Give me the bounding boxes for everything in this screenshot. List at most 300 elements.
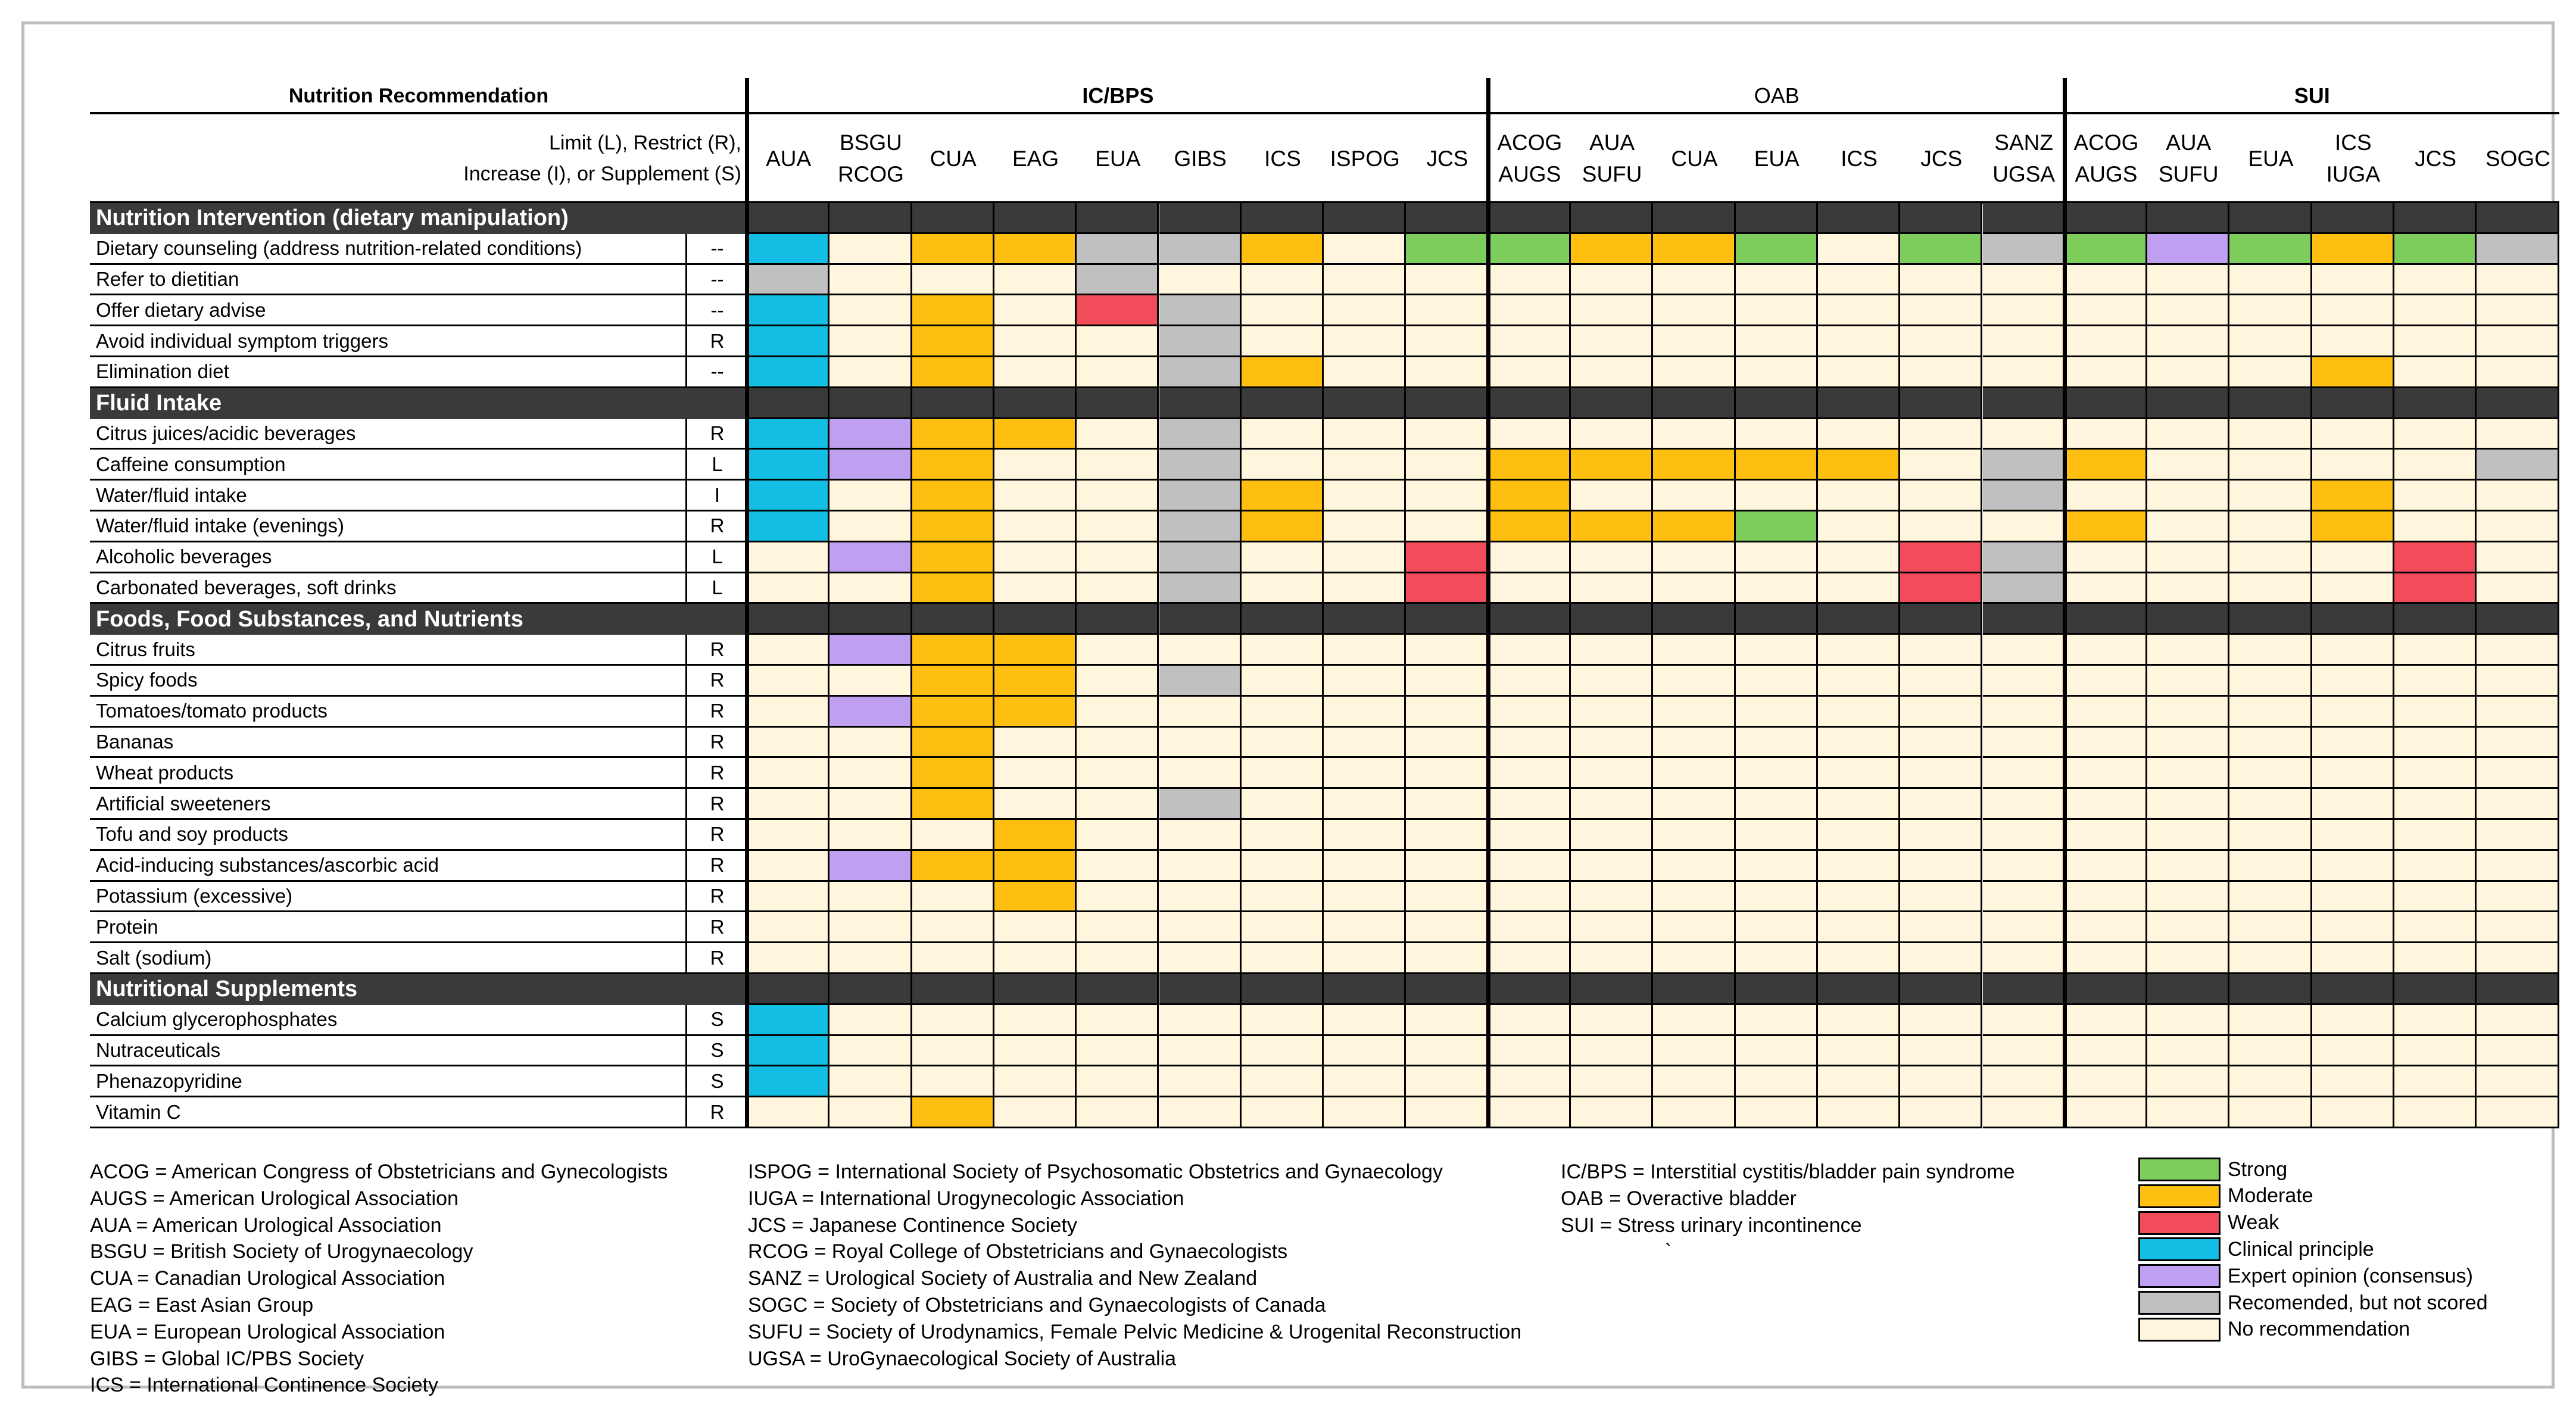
recommendation-cell: [2229, 357, 2312, 388]
section-band-cell: [747, 203, 829, 234]
recommendation-cell: [1406, 1036, 1488, 1067]
nutrition-item-text: Nutraceuticals: [96, 1038, 221, 1061]
recommendation-cell: [1983, 542, 2065, 573]
recommendation-cell: [1242, 943, 1324, 974]
recommendation-cell: [1900, 851, 1982, 882]
recommendation-cell: [1900, 666, 1982, 697]
action-code: [685, 326, 747, 357]
recommendation-cell: [2065, 635, 2147, 666]
recommendation-cell: [1653, 635, 1735, 666]
recommendation-cell: [1983, 912, 2065, 943]
action-code: [685, 1066, 747, 1097]
org-abbrev: SUFU: [1582, 162, 1642, 186]
recommendation-cell: [2312, 635, 2394, 666]
recommendation-cell: [747, 728, 829, 759]
recommendation-cell: [1406, 758, 1488, 789]
recommendation-cell: [2065, 481, 2147, 511]
recommendation-cell: [1736, 635, 1818, 666]
recommendation-cell: [1571, 635, 1653, 666]
recommendation-cell: [2312, 758, 2394, 789]
org-abbrev: JCS: [1426, 146, 1468, 171]
recommendation-cell: [1406, 882, 1488, 913]
recommendation-cell: [747, 542, 829, 573]
recommendation-cell: [2394, 943, 2477, 974]
recommendation-cell: [1818, 851, 1900, 882]
nutrition-item-label: [90, 1005, 685, 1036]
recommendation-cell: [994, 481, 1077, 511]
recommendation-cell: [829, 1097, 912, 1128]
recommendation-cell: [2477, 234, 2559, 265]
section-band-cell: [1818, 604, 1900, 635]
org-abbrev: EUA: [2248, 146, 2294, 171]
section-band-cell: [1900, 604, 1982, 635]
recommendation-cell: [1159, 234, 1242, 265]
section-band-cell: [2229, 203, 2312, 234]
recommendation-cell: [994, 295, 1077, 326]
section-band-cell: [747, 974, 829, 1005]
abbreviation-entry: EAG = East Asian Group: [90, 1294, 314, 1317]
recommendation-cell: [2394, 542, 2477, 573]
organization-column-header: [1077, 114, 1159, 203]
recommendation-cell: [1818, 326, 1900, 357]
recommendation-cell: [1077, 1005, 1159, 1036]
recommendation-cell: [1242, 728, 1324, 759]
recommendation-cell: [994, 450, 1077, 481]
recommendation-cell: [912, 851, 994, 882]
section-band-cell: [1736, 974, 1818, 1005]
section-band-cell: [2229, 388, 2312, 419]
recommendation-cell: [747, 635, 829, 666]
recommendation-cell: [1489, 820, 1571, 851]
recommendation-cell: [994, 851, 1077, 882]
recommendation-cell: [1242, 295, 1324, 326]
recommendation-cell: [1736, 758, 1818, 789]
recommendation-cell: [1406, 1005, 1488, 1036]
recommendation-cell: [1489, 758, 1571, 789]
recommendation-cell: [2477, 295, 2559, 326]
recommendation-cell: [2477, 511, 2559, 542]
recommendation-cell: [1077, 1066, 1159, 1097]
recommendation-cell: [1077, 851, 1159, 882]
recommendation-cell: [1324, 450, 1406, 481]
recommendation-cell: [2394, 511, 2477, 542]
recommendation-cell: [1571, 882, 1653, 913]
recommendation-cell: [2229, 573, 2312, 604]
recommendation-cell: [829, 419, 912, 450]
recommendation-cell: [1571, 357, 1653, 388]
recommendation-cell: [829, 1005, 912, 1036]
recommendation-cell: [1159, 758, 1242, 789]
recommendation-cell: [994, 635, 1077, 666]
recommendation-cell: [2477, 820, 2559, 851]
nutrition-item-text: Water/fluid intake (evenings): [96, 514, 344, 537]
recommendation-cell: [1324, 326, 1406, 357]
nutrition-item-text: Elimination diet: [96, 360, 229, 383]
recommendation-cell: [1653, 820, 1735, 851]
recommendation-cell: [1242, 758, 1324, 789]
subheader-line: Limit (L), Restrict (R),: [549, 132, 741, 154]
recommendation-cell: [2147, 697, 2229, 728]
recommendation-cell: [1818, 295, 1900, 326]
recommendation-cell: [1077, 820, 1159, 851]
recommendation-cell: [1242, 1066, 1324, 1097]
recommendation-cell: [1324, 481, 1406, 511]
recommendation-cell: [829, 542, 912, 573]
nutrition-item-text: Calcium glycerophosphates: [96, 1008, 338, 1031]
recommendation-cell: [2147, 295, 2229, 326]
recommendation-cell: [829, 326, 912, 357]
action-code-text: R: [710, 669, 725, 691]
section-band-cell: [747, 604, 829, 635]
section-band-cell: [1406, 388, 1488, 419]
recommendation-cell: [747, 357, 829, 388]
recommendation-cell: [1571, 758, 1653, 789]
recommendation-cell: [1489, 1036, 1571, 1067]
recommendation-cell: [1900, 943, 1982, 974]
nutrition-item-label: [90, 234, 685, 265]
recommendation-cell: [2065, 326, 2147, 357]
recommendation-cell: [1406, 635, 1488, 666]
recommendation-cell: [1159, 697, 1242, 728]
recommendation-cell: [829, 450, 912, 481]
recommendation-cell: [2065, 851, 2147, 882]
abbreviation-entry: SUI = Stress urinary incontinence: [1561, 1214, 1862, 1237]
section-band-cell: [912, 388, 994, 419]
recommendation-cell: [994, 728, 1077, 759]
recommendation-cell: [1736, 357, 1818, 388]
action-code-text: L: [712, 576, 723, 598]
recommendation-cell: [2229, 542, 2312, 573]
recommendation-cell: [2065, 912, 2147, 943]
recommendation-cell: [1077, 728, 1159, 759]
recommendation-cell: [1900, 789, 1982, 820]
action-code-text: --: [710, 267, 724, 290]
recommendation-cell: [1406, 481, 1488, 511]
recommendation-cell: [1983, 789, 2065, 820]
org-abbrev: JCS: [2415, 146, 2457, 171]
group-divider: [1486, 78, 1490, 1128]
recommendation-cell: [1077, 511, 1159, 542]
recommendation-cell: [1983, 326, 2065, 357]
recommendation-cell: [1571, 542, 1653, 573]
recommendation-cell: [747, 573, 829, 604]
abbreviation-entry: BSGU = British Society of Urogynaecology: [90, 1240, 473, 1264]
recommendation-cell: [1818, 357, 1900, 388]
action-code-text: R: [710, 1100, 725, 1123]
recommendation-cell: [747, 295, 829, 326]
recommendation-cell: [2147, 450, 2229, 481]
recommendation-cell: [2229, 419, 2312, 450]
action-code: [685, 635, 747, 666]
action-code: [685, 481, 747, 511]
action-code-text: --: [710, 237, 724, 260]
recommendation-cell: [2477, 758, 2559, 789]
recommendation-cell: [2477, 450, 2559, 481]
action-code: [685, 697, 747, 728]
recommendation-cell: [1324, 1005, 1406, 1036]
recommendation-cell: [747, 1097, 829, 1128]
recommendation-cell: [1818, 789, 1900, 820]
legend-swatch: [2138, 1291, 2221, 1315]
recommendation-cell: [747, 912, 829, 943]
section-header-text: Foods, Food Substances, and Nutrients: [96, 606, 523, 632]
recommendation-cell: [2394, 666, 2477, 697]
recommendation-cell: [2477, 943, 2559, 974]
recommendation-cell: [2065, 573, 2147, 604]
recommendation-cell: [1077, 357, 1159, 388]
recommendation-cell: [2229, 1005, 2312, 1036]
recommendation-cell: [1818, 882, 1900, 913]
recommendation-cell: [1983, 234, 2065, 265]
recommendation-cell: [2147, 481, 2229, 511]
recommendation-cell: [2147, 851, 2229, 882]
recommendation-cell: [2477, 481, 2559, 511]
recommendation-cell: [2394, 450, 2477, 481]
recommendation-cell: [1406, 326, 1488, 357]
recommendation-cell: [994, 326, 1077, 357]
abbreviation-entry: AUGS = American Urological Association: [90, 1187, 459, 1210]
section-band-cell: [2065, 203, 2147, 234]
recommendation-cell: [1736, 943, 1818, 974]
recommendation-cell: [1736, 419, 1818, 450]
recommendation-cell: [1900, 758, 1982, 789]
section-header: [90, 604, 747, 635]
recommendation-cell: [747, 789, 829, 820]
recommendation-cell: [1736, 450, 1818, 481]
nutrition-item-text: Phenazopyridine: [96, 1069, 242, 1092]
recommendation-cell: [2065, 511, 2147, 542]
recommendation-cell: [1324, 511, 1406, 542]
section-band-cell: [2229, 974, 2312, 1005]
recommendation-cell: [1571, 697, 1653, 728]
recommendation-cell: [1159, 419, 1242, 450]
recommendation-cell: [2312, 419, 2394, 450]
section-band-cell: [1653, 203, 1735, 234]
nutrition-item-label: [90, 1097, 685, 1128]
recommendation-cell: [994, 234, 1077, 265]
org-abbrev: GIBS: [1174, 146, 1227, 171]
recommendation-cell: [1406, 912, 1488, 943]
action-code: [685, 728, 747, 759]
recommendation-cell: [2229, 635, 2312, 666]
section-band-cell: [829, 388, 912, 419]
recommendation-cell: [2147, 943, 2229, 974]
recommendation-cell: [2394, 234, 2477, 265]
figure-frame: [21, 21, 2555, 1397]
section-band-cell: [747, 388, 829, 419]
action-code-text: R: [710, 915, 725, 938]
recommendation-cell: [1489, 511, 1571, 542]
recommendation-cell: [994, 1066, 1077, 1097]
recommendation-cell: [2065, 1036, 2147, 1067]
recommendation-cell: [1983, 573, 2065, 604]
organization-column-header: [2477, 114, 2559, 203]
recommendation-cell: [2477, 851, 2559, 882]
section-band-cell: [829, 604, 912, 635]
recommendation-cell: [1736, 1036, 1818, 1067]
recommendation-cell: [1242, 573, 1324, 604]
recommendation-cell: [2065, 789, 2147, 820]
recommendation-cell: [2147, 820, 2229, 851]
recommendation-cell: [2229, 1036, 2312, 1067]
recommendation-cell: [1818, 234, 1900, 265]
abbreviation-entry: SANZ = Urological Society of Australia and New Zealand: [748, 1267, 1258, 1290]
recommendation-cell: [1653, 1097, 1735, 1128]
recommendation-cell: [1571, 1066, 1653, 1097]
recommendation-cell: [2065, 943, 2147, 974]
section-band-cell: [1324, 604, 1406, 635]
action-code-text: L: [712, 545, 723, 568]
organization-column-header: [1324, 114, 1406, 203]
recommendation-cell: [1242, 1097, 1324, 1128]
section-band-cell: [1489, 388, 1571, 419]
recommendation-cell: [1242, 357, 1324, 388]
section-band-cell: [1818, 974, 1900, 1005]
action-code: [685, 943, 747, 974]
action-code-text: R: [710, 700, 725, 722]
organization-column-header: [1159, 114, 1242, 203]
recommendation-cell: [912, 1005, 994, 1036]
recommendation-cell: [2312, 450, 2394, 481]
recommendation-cell: [2394, 912, 2477, 943]
recommendation-cell: [1159, 1005, 1242, 1036]
recommendation-cell: [1406, 357, 1488, 388]
section-band-cell: [994, 203, 1077, 234]
recommendation-cell: [2394, 295, 2477, 326]
legend-swatch: [2138, 1318, 2221, 1342]
recommendation-cell: [1736, 697, 1818, 728]
legend-swatch: [2138, 1211, 2221, 1235]
legend-entry: [2138, 1237, 2374, 1261]
recommendation-cell: [2229, 234, 2312, 265]
section-band-cell: [2477, 203, 2559, 234]
recommendation-cell: [1077, 635, 1159, 666]
recommendation-cell: [2147, 789, 2229, 820]
section-band-cell: [1983, 604, 2065, 635]
nutrition-item-label: [90, 573, 685, 604]
section-band-cell: [2312, 388, 2394, 419]
group-divider: [745, 78, 749, 1128]
recommendation-cell: [1242, 851, 1324, 882]
recommendation-cell: [829, 851, 912, 882]
recommendation-cell: [1653, 234, 1735, 265]
recommendation-cell: [1736, 295, 1818, 326]
recommendation-cell: [1736, 511, 1818, 542]
section-band-cell: [1489, 974, 1571, 1005]
section-band-cell: [1406, 203, 1488, 234]
nutrition-item-label: [90, 326, 685, 357]
recommendation-cell: [829, 1036, 912, 1067]
recommendation-cell: [1983, 635, 2065, 666]
section-band-cell: [1242, 974, 1324, 1005]
recommendation-cell: [994, 511, 1077, 542]
nutrition-item-text: Water/fluid intake: [96, 483, 247, 506]
recommendation-cell: [994, 943, 1077, 974]
recommendation-cell: [1900, 511, 1982, 542]
recommendation-cell: [2394, 1036, 2477, 1067]
recommendation-cell: [829, 511, 912, 542]
recommendation-cell: [2147, 635, 2229, 666]
recommendation-cell: [1571, 728, 1653, 759]
abbreviation-entry: SOGC = Society of Obstetricians and Gynaecologists of Canada: [748, 1294, 1326, 1317]
org-abbrev: EUA: [1754, 146, 1800, 171]
section-band-cell: [1900, 974, 1982, 1005]
recommendation-cell: [1159, 357, 1242, 388]
recommendation-cell: [1653, 265, 1735, 296]
recommendation-cell: [2394, 789, 2477, 820]
action-code: [685, 820, 747, 851]
section-band-cell: [1736, 388, 1818, 419]
recommendation-cell: [912, 912, 994, 943]
nutrition-item-text: Salt (sodium): [96, 946, 212, 969]
recommendation-cell: [1324, 666, 1406, 697]
action-code-text: R: [710, 884, 725, 907]
recommendation-cell: [2312, 1097, 2394, 1128]
group-header-text: SUI: [2294, 83, 2330, 108]
recommendation-cell: [2394, 1097, 2477, 1128]
recommendation-cell: [1159, 1066, 1242, 1097]
recommendation-cell: [1900, 728, 1982, 759]
organization-column-header: [1818, 114, 1900, 203]
recommendation-cell: [1489, 697, 1571, 728]
action-code-text: --: [710, 298, 724, 321]
org-abbrev: RCOG: [837, 162, 904, 186]
recommendation-cell: [2229, 511, 2312, 542]
section-band-cell: [2147, 203, 2229, 234]
section-band-cell: [1818, 203, 1900, 234]
recommendation-cell: [2394, 265, 2477, 296]
recommendation-cell: [2229, 1097, 2312, 1128]
recommendation-cell: [1077, 234, 1159, 265]
section-band-cell: [829, 203, 912, 234]
recommendation-cell: [2065, 234, 2147, 265]
abbreviation-entry: ICS = International Continence Society: [90, 1374, 438, 1397]
recommendation-cell: [1571, 450, 1653, 481]
recommendation-cell: [747, 234, 829, 265]
section-band-cell: [1653, 974, 1735, 1005]
recommendation-cell: [1489, 912, 1571, 943]
recommendation-cell: [1736, 234, 1818, 265]
recommendation-cell: [1489, 789, 1571, 820]
recommendation-cell: [1900, 419, 1982, 450]
recommendation-cell: [1818, 419, 1900, 450]
recommendation-cell: [2394, 481, 2477, 511]
section-band-cell: [2312, 974, 2394, 1005]
recommendation-cell: [1159, 481, 1242, 511]
section-band-cell: [1489, 203, 1571, 234]
recommendation-cell: [829, 295, 912, 326]
org-abbrev: EUA: [1095, 146, 1141, 171]
section-band-cell: [1077, 203, 1159, 234]
recommendation-cell: [1818, 635, 1900, 666]
section-band-cell: [1571, 203, 1653, 234]
recommendation-cell: [2394, 635, 2477, 666]
recommendation-cell: [1406, 1066, 1488, 1097]
action-code: [685, 419, 747, 450]
section-band-cell: [1983, 974, 2065, 1005]
recommendation-cell: [1653, 481, 1735, 511]
nutrition-item-label: [90, 419, 685, 450]
recommendation-cell: [1571, 573, 1653, 604]
recommendation-cell: [1983, 511, 2065, 542]
abbreviation-entry: IC/BPS = Interstitial cystitis/bladder pain syndrome: [1561, 1161, 2015, 1183]
recommendation-cell: [1900, 295, 1982, 326]
recommendation-cell: [747, 481, 829, 511]
abbreviation-entry: OAB = Overactive bladder: [1561, 1187, 1797, 1210]
recommendation-cell: [912, 943, 994, 974]
action-code-text: R: [710, 946, 725, 969]
recommendation-cell: [1242, 666, 1324, 697]
